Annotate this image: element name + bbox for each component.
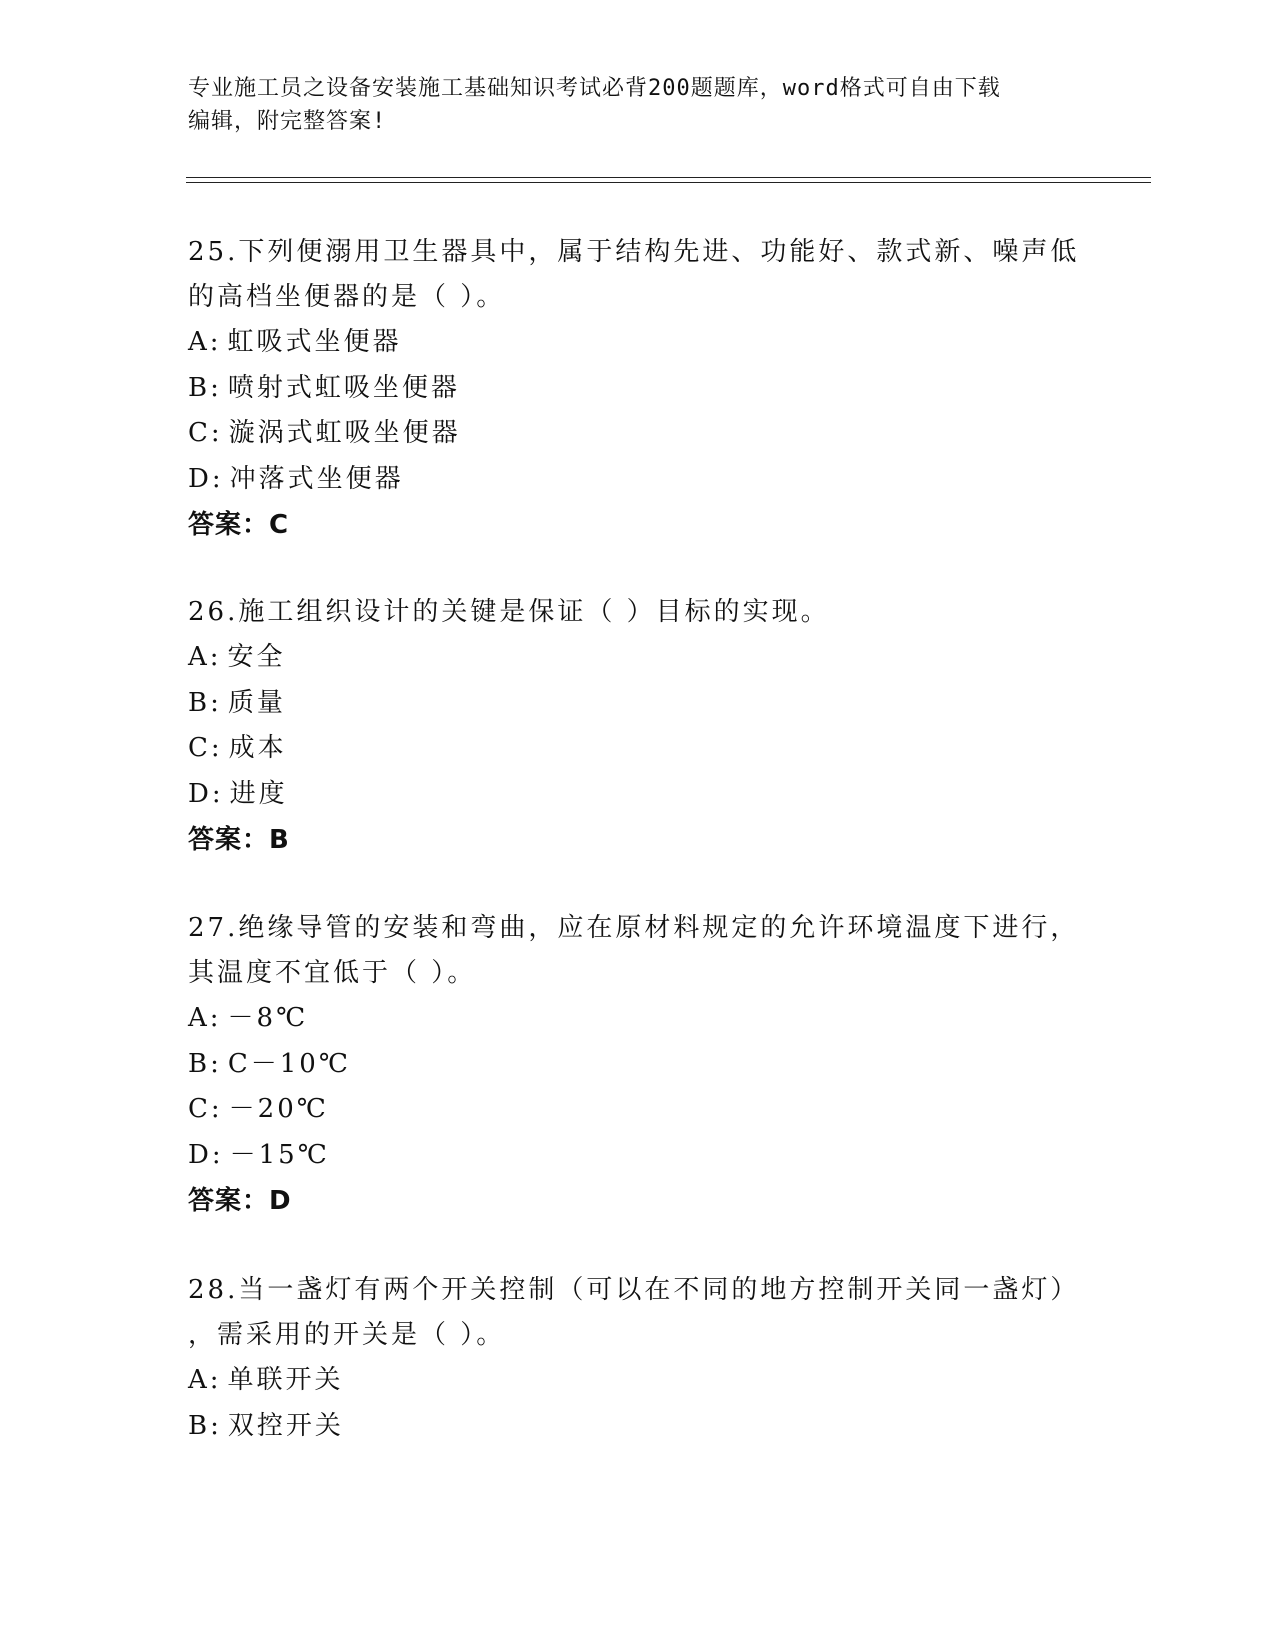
option-key: B: <box>188 687 222 718</box>
option-a <box>188 635 1088 681</box>
option-key: D: <box>188 1139 224 1170</box>
option-a <box>188 320 1088 366</box>
option-key: D: <box>188 778 224 809</box>
header-divider-top <box>186 177 1151 178</box>
option-key: A: <box>188 642 222 672</box>
option-c <box>188 726 1088 772</box>
question-text-line: 其温度不宜低于（ ）。 <box>188 958 477 988</box>
option-b <box>188 366 1088 412</box>
option-key: B: <box>188 1048 222 1079</box>
question-text-line: 26.施工组织设计的关键是保证（ ）目标的实现。 <box>188 597 830 627</box>
option-c <box>188 411 1088 457</box>
document-header <box>188 72 1088 138</box>
option-key: B: <box>188 372 222 403</box>
question-text-line: 27.绝缘导管的安装和弯曲，应在原材料规定的允许环境温度下进行， <box>188 913 1080 943</box>
question-text-line: 的高档坐便器的是（ ）。 <box>188 282 506 312</box>
question-text-line: 25.下列便溺用卫生器具中，属于结构先进、功能好、款式新、噪声低 <box>188 237 1080 267</box>
option-text: 虹吸式坐便器 <box>227 327 402 357</box>
option-a <box>188 1358 1088 1404</box>
option-key: B: <box>188 1410 222 1441</box>
option-a <box>188 996 1088 1042</box>
option-key: C: <box>188 1094 223 1124</box>
question-26 <box>188 590 1088 863</box>
answer-label: 答案：B <box>188 825 290 855</box>
option-d <box>188 1133 1088 1179</box>
question-text-line: 28.当一盏灯有两个开关控制（可以在不同的地方控制开关同一盏灯） <box>188 1275 1080 1305</box>
option-key: A: <box>188 1365 222 1395</box>
option-d <box>188 772 1088 818</box>
option-text: 进度 <box>229 778 288 809</box>
question-28 <box>188 1268 1088 1449</box>
option-text: 质量 <box>227 687 286 718</box>
option-b <box>188 1042 1088 1088</box>
option-key: D: <box>188 463 224 494</box>
option-text: 双控开关 <box>227 1410 344 1441</box>
option-key: C: <box>188 418 223 448</box>
question-27 <box>188 906 1088 1224</box>
header-line-2: 编辑，附完整答案! <box>188 109 387 134</box>
option-text: C－10℃ <box>227 1048 351 1079</box>
option-key: A: <box>188 1003 222 1033</box>
header-line-1: 专业施工员之设备安装施工基础知识考试必背200题题库，word格式可自由下载 <box>188 76 1001 101</box>
option-text: 成本 <box>228 733 287 763</box>
option-d <box>188 457 1088 503</box>
option-text: －8℃ <box>227 1003 309 1033</box>
question-text-line: ，需采用的开关是（ ）。 <box>188 1320 506 1350</box>
option-text: 单联开关 <box>227 1365 344 1395</box>
option-c <box>188 1087 1088 1133</box>
option-text: 冲落式坐便器 <box>229 463 404 494</box>
option-key: C: <box>188 733 223 763</box>
option-text: 漩涡式虹吸坐便器 <box>228 418 461 448</box>
option-text: 安全 <box>227 642 286 672</box>
option-b <box>188 1404 1088 1450</box>
option-text: －20℃ <box>228 1094 329 1124</box>
option-text: 喷射式虹吸坐便器 <box>227 372 460 403</box>
answer-label: 答案：D <box>188 1186 292 1216</box>
question-25 <box>188 230 1088 548</box>
option-text: －15℃ <box>229 1139 330 1170</box>
answer-label: 答案：C <box>188 510 290 540</box>
option-b <box>188 681 1088 727</box>
option-key: A: <box>188 327 222 357</box>
header-divider-bottom <box>186 182 1151 183</box>
